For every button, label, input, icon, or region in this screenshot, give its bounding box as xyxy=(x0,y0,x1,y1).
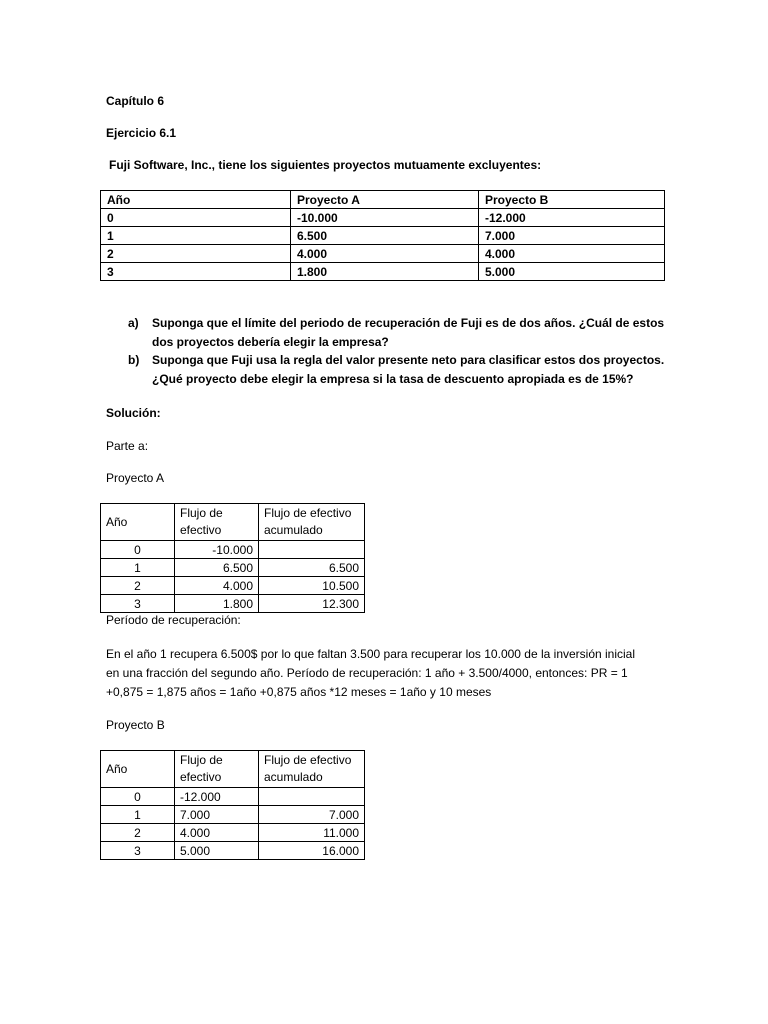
header-line: efectivo xyxy=(180,523,222,537)
project-a-title: Proyecto A xyxy=(106,471,165,485)
table-row xyxy=(101,824,365,842)
table-row xyxy=(101,263,665,281)
cell-cash-flow: 7.000 xyxy=(175,806,259,824)
chapter-heading: Capítulo 6 xyxy=(106,94,165,108)
cell-project-a: 4.000 xyxy=(291,245,479,263)
cell-cash-flow: 4.000 xyxy=(175,577,259,595)
cell-year: 0 xyxy=(101,541,175,559)
header-line: Flujo de efectivo xyxy=(264,506,352,520)
project-b-title: Proyecto B xyxy=(106,718,165,732)
cell-cash-flow: -10.000 xyxy=(175,541,259,559)
explanation-line: en una fracción del segundo año. Período de recuperación: 1 año + 3.500/4000, entonces: PR = 1 xyxy=(106,666,628,680)
cell-year: 2 xyxy=(101,824,175,842)
payback-explanation xyxy=(106,645,662,702)
cell-year: 1 xyxy=(101,559,175,577)
table-row xyxy=(101,806,365,824)
cell-cash-flow: 5.000 xyxy=(175,842,259,860)
header-project-a: Proyecto A xyxy=(291,191,479,209)
cell-cash-flow: 6.500 xyxy=(175,559,259,577)
cell-cumulative: 11.000 xyxy=(259,824,365,842)
cell-year: 3 xyxy=(101,263,291,281)
table-header-row xyxy=(101,751,365,788)
header-cash-flow xyxy=(175,504,259,541)
question-line: ¿Qué proyecto debe elegir la empresa si la tasa de descuento apropiada es de 15%? xyxy=(152,371,634,386)
intro-text: Fuji Software, Inc., tiene los siguientes proyectos mutuamente excluyentes: xyxy=(109,158,542,172)
table-row xyxy=(101,559,365,577)
cell-year: 3 xyxy=(101,595,175,613)
exercise-heading: Ejercicio 6.1 xyxy=(106,126,177,140)
questions-list xyxy=(128,314,668,388)
cell-project-b: 4.000 xyxy=(479,245,665,263)
header-line: Flujo de xyxy=(180,506,223,520)
question-line: Suponga que Fuji usa la regla del valor presente neto para clasificar estos dos proyectos. xyxy=(152,353,665,367)
cell-year: 2 xyxy=(101,577,175,595)
cell-cumulative: 16.000 xyxy=(259,842,365,860)
header-line: Flujo de xyxy=(180,753,223,767)
question-line: Suponga que el límite del periodo de recuperación de Fuji es de dos años. ¿Cuál de estos xyxy=(152,316,665,330)
header-project-b: Proyecto B xyxy=(479,191,665,209)
table-row xyxy=(101,227,665,245)
project-b-cashflow-table xyxy=(100,750,365,860)
header-year: Año xyxy=(101,191,291,209)
header-year: Año xyxy=(101,751,175,788)
cell-year: 1 xyxy=(101,227,291,245)
explanation-line: +0,875 = 1,875 años = 1año +0,875 años *12 meses = 1año y 10 meses xyxy=(106,685,492,699)
header-line: Flujo de efectivo xyxy=(264,753,352,767)
payback-label: Período de recuperación: xyxy=(106,613,241,627)
header-year: Año xyxy=(101,504,175,541)
cell-year: 2 xyxy=(101,245,291,263)
explanation-line: En el año 1 recupera 6.500$ por lo que faltan 3.500 para recuperar los 10.000 de la inversión inicial xyxy=(106,647,636,661)
header-line: acumulado xyxy=(264,770,323,784)
cell-year: 3 xyxy=(101,842,175,860)
table-row xyxy=(101,842,365,860)
cell-cumulative xyxy=(259,788,365,806)
cell-cash-flow: 1.800 xyxy=(175,595,259,613)
cell-year: 0 xyxy=(101,788,175,806)
table-row xyxy=(101,245,665,263)
project-a-cashflow-table xyxy=(100,503,365,613)
cell-project-b: -12.000 xyxy=(479,209,665,227)
table-header-row xyxy=(101,191,665,209)
question-line: dos proyectos debería elegir la empresa? xyxy=(152,334,389,349)
solution-heading: Solución: xyxy=(106,406,161,420)
cell-project-a: -10.000 xyxy=(291,209,479,227)
table-row xyxy=(101,595,365,613)
cell-year: 1 xyxy=(101,806,175,824)
question-marker: b) xyxy=(128,353,140,367)
cell-cumulative xyxy=(259,541,365,559)
cell-project-b: 7.000 xyxy=(479,227,665,245)
header-cumulative xyxy=(259,751,365,788)
cell-cumulative: 6.500 xyxy=(259,559,365,577)
table-row xyxy=(101,209,665,227)
cell-project-b: 5.000 xyxy=(479,263,665,281)
header-line: acumulado xyxy=(264,523,323,537)
table-row xyxy=(101,541,365,559)
cell-cumulative: 12.300 xyxy=(259,595,365,613)
projects-table xyxy=(100,190,665,281)
cell-project-a: 1.800 xyxy=(291,263,479,281)
table-row xyxy=(101,788,365,806)
header-cumulative xyxy=(259,504,365,541)
question-marker: a) xyxy=(128,316,139,330)
header-line: efectivo xyxy=(180,770,222,784)
question-a xyxy=(128,314,668,351)
table-header-row xyxy=(101,504,365,541)
cell-cumulative: 10.500 xyxy=(259,577,365,595)
question-b xyxy=(128,351,668,388)
cell-cumulative: 7.000 xyxy=(259,806,365,824)
cell-project-a: 6.500 xyxy=(291,227,479,245)
table-row xyxy=(101,577,365,595)
header-cash-flow xyxy=(175,751,259,788)
cell-cash-flow: 4.000 xyxy=(175,824,259,842)
cell-cash-flow: -12.000 xyxy=(175,788,259,806)
part-a-label: Parte a: xyxy=(106,439,149,453)
cell-year: 0 xyxy=(101,209,291,227)
